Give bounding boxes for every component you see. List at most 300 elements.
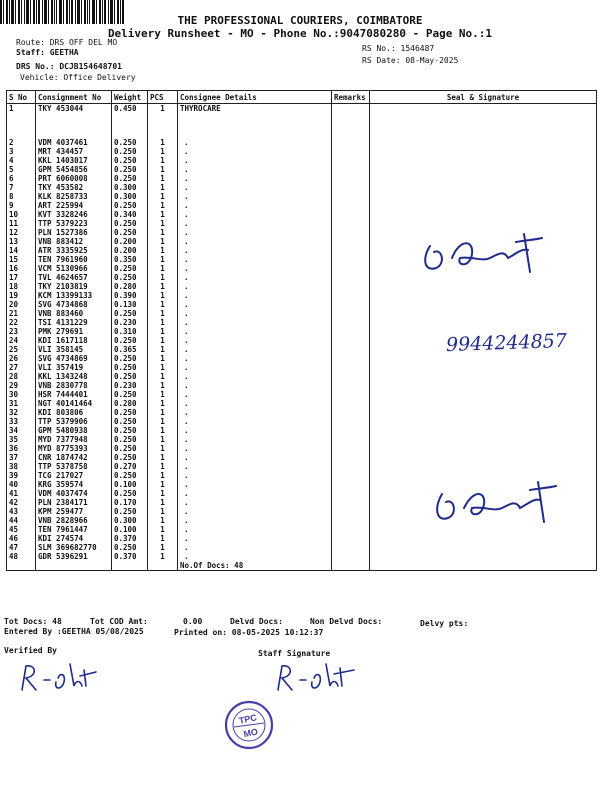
- cell-consignment: KKL 1403017: [36, 156, 112, 165]
- cell-pcs: 1: [148, 138, 178, 147]
- cell-sno: 34: [7, 426, 36, 435]
- cell-consignment: ATR 3335925: [36, 246, 112, 255]
- cell-consignee: .: [178, 354, 332, 363]
- table-row: [7, 219, 597, 228]
- cell-pcs: 1: [148, 363, 178, 372]
- cell-remarks: [332, 444, 370, 453]
- cell-pcs: 1: [148, 273, 178, 282]
- cell-remarks: [332, 534, 370, 543]
- cell-consignment: VLI 357419: [36, 363, 112, 372]
- cell-sno: 45: [7, 525, 36, 534]
- cell-signature: [370, 444, 597, 453]
- cell-sno: 21: [7, 309, 36, 318]
- cell-weight: 0.250: [112, 444, 148, 453]
- drs-number: DRS No.: DCJB154648701: [16, 62, 122, 71]
- runsheet-subtitle: Delivery Runsheet - MO - Phone No.:9047080280 - Page No.:1: [107, 27, 493, 40]
- cell-consignee: .: [178, 390, 332, 399]
- table-header-row: [7, 91, 597, 104]
- cell-consignee: .: [178, 345, 332, 354]
- cell-remarks: [332, 381, 370, 390]
- cell-weight: 0.250: [112, 507, 148, 516]
- cell-signature: [370, 399, 597, 408]
- cell-consignee: .: [178, 264, 332, 273]
- table-row: [7, 417, 597, 426]
- cell-consignee: .: [178, 246, 332, 255]
- cell-pcs: 1: [148, 104, 178, 139]
- table-row: [7, 156, 597, 165]
- cell-weight: 0.250: [112, 471, 148, 480]
- cell-remarks: [332, 462, 370, 471]
- cell-weight: 0.230: [112, 318, 148, 327]
- cell-consignee: .: [178, 300, 332, 309]
- cell-pcs: 1: [148, 174, 178, 183]
- cell-consignee: .: [178, 237, 332, 246]
- cell-signature: [370, 426, 597, 435]
- cell-consignee: .: [178, 381, 332, 390]
- cell-consignment: VDM 4037474: [36, 489, 112, 498]
- table-row: [7, 183, 597, 192]
- col-consignment: Consignment No: [36, 91, 112, 104]
- cell-pcs: 1: [148, 237, 178, 246]
- cell-sno: 31: [7, 399, 36, 408]
- cell-weight: 0.250: [112, 426, 148, 435]
- company-title: THE PROFESSIONAL COURIERS, COIMBATORE: [177, 14, 423, 27]
- tpc-stamp: [224, 700, 274, 750]
- cell-consignment: TKY 453044: [36, 104, 112, 139]
- cell-remarks: [332, 255, 370, 264]
- cell-pcs: 1: [148, 480, 178, 489]
- cell-remarks: [332, 390, 370, 399]
- cell-pcs: 1: [148, 525, 178, 534]
- cell-remarks: [332, 210, 370, 219]
- tot-cod-value: 0.00: [183, 617, 203, 626]
- cell-sno: 17: [7, 273, 36, 282]
- cell-consignee: .: [178, 435, 332, 444]
- cell-consignment: KRG 359574: [36, 480, 112, 489]
- cell-weight: 0.200: [112, 237, 148, 246]
- cell-sno: 12: [7, 228, 36, 237]
- cell-pcs: 1: [148, 183, 178, 192]
- rs-date: RS Date: 08-May-2025: [362, 56, 459, 65]
- cell-consignee: .: [178, 273, 332, 282]
- cell-remarks: [332, 165, 370, 174]
- cell-remarks: [332, 372, 370, 381]
- cell-weight: 0.250: [112, 201, 148, 210]
- cell-sno: 10: [7, 210, 36, 219]
- cell-consignment: VNB 883412: [36, 237, 112, 246]
- cell-sno: 30: [7, 390, 36, 399]
- cell-sno: 1: [7, 104, 36, 139]
- cell-consignment: MYD 8775393: [36, 444, 112, 453]
- cell-sno: 26: [7, 354, 36, 363]
- table-row: [7, 165, 597, 174]
- col-remarks: Remarks: [332, 91, 370, 104]
- cell-weight: 0.250: [112, 453, 148, 462]
- table-row: [7, 318, 597, 327]
- cell-consignee: .: [178, 336, 332, 345]
- table-row: [7, 363, 597, 372]
- cell-consignee: .: [178, 165, 332, 174]
- cell-consignment: VNB 2828966: [36, 516, 112, 525]
- cell-consignment: GPM 5454856: [36, 165, 112, 174]
- cell-sno: 8: [7, 192, 36, 201]
- cell-consignment: ART 225994: [36, 201, 112, 210]
- cell-consignment: PLN 1527386: [36, 228, 112, 237]
- handwritten-phone: 9944244857: [445, 329, 568, 357]
- cell-pcs: 1: [148, 147, 178, 156]
- cell-signature: [370, 104, 597, 139]
- table-row: [7, 138, 597, 147]
- cell-signature: [370, 363, 597, 372]
- cell-signature: [370, 417, 597, 426]
- cell-sno: 18: [7, 282, 36, 291]
- cell-weight: 0.250: [112, 354, 148, 363]
- empty-cell: [7, 561, 36, 571]
- cell-pcs: 1: [148, 309, 178, 318]
- cell-sno: 4: [7, 156, 36, 165]
- cell-signature: [370, 156, 597, 165]
- cell-consignment: TVL 4624657: [36, 273, 112, 282]
- cell-signature: [370, 147, 597, 156]
- cell-signature: [370, 534, 597, 543]
- cell-pcs: 1: [148, 282, 178, 291]
- cell-pcs: 1: [148, 318, 178, 327]
- table-row: [7, 174, 597, 183]
- cell-remarks: [332, 435, 370, 444]
- cell-consignee: .: [178, 498, 332, 507]
- stamp-line2: MO: [242, 726, 259, 740]
- cell-sno: 32: [7, 408, 36, 417]
- cell-consignment: CNR 1874742: [36, 453, 112, 462]
- no-of-docs: No.Of Docs: 48: [178, 561, 332, 571]
- cell-signature: [370, 219, 597, 228]
- cell-remarks: [332, 480, 370, 489]
- cell-consignment: VLI 358145: [36, 345, 112, 354]
- table-row: [7, 372, 597, 381]
- cell-remarks: [332, 453, 370, 462]
- cell-sno: 40: [7, 480, 36, 489]
- staff-signature: [270, 660, 360, 694]
- cell-pcs: 1: [148, 552, 178, 561]
- cell-consignment: TCG 217027: [36, 471, 112, 480]
- cell-sno: 11: [7, 219, 36, 228]
- cell-pcs: 1: [148, 192, 178, 201]
- cell-consignee: .: [178, 291, 332, 300]
- cell-pcs: 1: [148, 372, 178, 381]
- cell-remarks: [332, 318, 370, 327]
- table-row: [7, 201, 597, 210]
- cell-weight: 0.250: [112, 390, 148, 399]
- non-delvd-docs: Non Delvd Docs:: [310, 617, 383, 626]
- cell-pcs: 1: [148, 516, 178, 525]
- cell-pcs: 1: [148, 210, 178, 219]
- empty-cell: [332, 561, 370, 571]
- cell-weight: 0.250: [112, 273, 148, 282]
- cell-weight: 0.250: [112, 309, 148, 318]
- cell-remarks: [332, 399, 370, 408]
- cell-signature: [370, 138, 597, 147]
- cell-consignee: .: [178, 399, 332, 408]
- cell-consignment: GDR 5396291: [36, 552, 112, 561]
- cell-sno: 41: [7, 489, 36, 498]
- cell-remarks: [332, 498, 370, 507]
- table-row: [7, 453, 597, 462]
- cell-signature: [370, 174, 597, 183]
- table-row: [7, 426, 597, 435]
- cell-remarks: [332, 138, 370, 147]
- cell-sno: 20: [7, 300, 36, 309]
- table-row: [7, 309, 597, 318]
- cell-sno: 38: [7, 462, 36, 471]
- cell-weight: 0.280: [112, 399, 148, 408]
- cell-weight: 0.300: [112, 192, 148, 201]
- cell-consignee: .: [178, 183, 332, 192]
- cell-pcs: 1: [148, 390, 178, 399]
- cell-remarks: [332, 516, 370, 525]
- cell-remarks: [332, 147, 370, 156]
- cell-sno: 5: [7, 165, 36, 174]
- cell-consignment: KDI 1617118: [36, 336, 112, 345]
- cell-remarks: [332, 156, 370, 165]
- cell-sno: 35: [7, 435, 36, 444]
- cell-pcs: 1: [148, 354, 178, 363]
- table-row: [7, 435, 597, 444]
- cell-consignee: .: [178, 417, 332, 426]
- col-sno: S No: [7, 91, 36, 104]
- cell-consignee: .: [178, 282, 332, 291]
- cell-pcs: 1: [148, 228, 178, 237]
- cell-remarks: [332, 291, 370, 300]
- cell-consignment: TSI 4131229: [36, 318, 112, 327]
- cell-weight: 0.250: [112, 336, 148, 345]
- cell-pcs: 1: [148, 246, 178, 255]
- cell-weight: 0.250: [112, 264, 148, 273]
- cell-sno: 24: [7, 336, 36, 345]
- cell-consignment: KPM 259477: [36, 507, 112, 516]
- cell-weight: 0.250: [112, 417, 148, 426]
- cell-weight: 0.250: [112, 156, 148, 165]
- table-row: [7, 300, 597, 309]
- entered-by: Entered By :GEETHA 05/08/2025: [4, 627, 144, 636]
- cell-pcs: 1: [148, 426, 178, 435]
- cell-consignment: KLK 8258733: [36, 192, 112, 201]
- cell-remarks: [332, 552, 370, 561]
- cell-remarks: [332, 489, 370, 498]
- cell-sno: 46: [7, 534, 36, 543]
- cell-pcs: 1: [148, 417, 178, 426]
- cell-signature: [370, 390, 597, 399]
- cell-weight: 0.250: [112, 174, 148, 183]
- cell-signature: [370, 291, 597, 300]
- cell-weight: 0.280: [112, 282, 148, 291]
- cell-consignee: .: [178, 156, 332, 165]
- cell-remarks: [332, 354, 370, 363]
- cell-consignee: .: [178, 327, 332, 336]
- cell-sno: 14: [7, 246, 36, 255]
- cell-pcs: 1: [148, 453, 178, 462]
- cell-consignee: .: [178, 147, 332, 156]
- cell-pcs: 1: [148, 444, 178, 453]
- printed-on: Printed on: 08-05-2025 10:12:37: [174, 628, 324, 637]
- col-weight: Weight: [112, 91, 148, 104]
- cell-sno: 19: [7, 291, 36, 300]
- table-row: [7, 408, 597, 417]
- cell-consignee: .: [178, 363, 332, 372]
- cell-consignee: .: [178, 444, 332, 453]
- cell-consignment: VNB 2830778: [36, 381, 112, 390]
- cell-consignee: .: [178, 534, 332, 543]
- cell-consignment: GPM 5480938: [36, 426, 112, 435]
- cell-consignee: .: [178, 489, 332, 498]
- cell-sno: 15: [7, 255, 36, 264]
- cell-weight: 0.250: [112, 489, 148, 498]
- cell-remarks: [332, 246, 370, 255]
- receiver-signature-2: [424, 478, 574, 528]
- cell-pcs: 1: [148, 408, 178, 417]
- cell-consignee: .: [178, 525, 332, 534]
- cell-consignment: HSR 7444401: [36, 390, 112, 399]
- verified-by-label: Verified By: [4, 646, 57, 655]
- cell-consignee: .: [178, 408, 332, 417]
- cell-consignment: MYD 7377948: [36, 435, 112, 444]
- empty-cell: [112, 561, 148, 571]
- cell-sno: 7: [7, 183, 36, 192]
- cell-sno: 37: [7, 453, 36, 462]
- table-row: [7, 210, 597, 219]
- cell-remarks: [332, 471, 370, 480]
- cell-remarks: [332, 201, 370, 210]
- cell-weight: 0.250: [112, 435, 148, 444]
- cell-consignment: SLM 369682770: [36, 543, 112, 552]
- cell-consignee: .: [178, 552, 332, 561]
- cell-sno: 25: [7, 345, 36, 354]
- cell-remarks: [332, 264, 370, 273]
- cell-signature: [370, 354, 597, 363]
- cell-consignment: TKY 2103819: [36, 282, 112, 291]
- cell-consignment: PLN 2384171: [36, 498, 112, 507]
- cell-consignee: .: [178, 201, 332, 210]
- cell-pcs: 1: [148, 534, 178, 543]
- cell-consignment: TTP 5379906: [36, 417, 112, 426]
- cell-pcs: 1: [148, 156, 178, 165]
- cell-consignee: .: [178, 219, 332, 228]
- cell-sno: 2: [7, 138, 36, 147]
- vehicle-label: Vehicle: Office Delivery: [20, 73, 136, 82]
- cell-pcs: 1: [148, 543, 178, 552]
- empty-cell: [148, 561, 178, 571]
- cell-pcs: 1: [148, 165, 178, 174]
- cell-consignment: TTP 5379223: [36, 219, 112, 228]
- cell-consignee: .: [178, 507, 332, 516]
- docs-count-row: [7, 561, 597, 571]
- table-row: [7, 192, 597, 201]
- cell-signature: [370, 309, 597, 318]
- cell-remarks: [332, 219, 370, 228]
- cell-consignment: TEN 7961960: [36, 255, 112, 264]
- cell-consignee: .: [178, 426, 332, 435]
- table-row: [7, 552, 597, 561]
- tot-docs: Tot Docs: 48: [4, 617, 62, 626]
- table-row: [7, 147, 597, 156]
- cell-remarks: [332, 192, 370, 201]
- cell-sno: 3: [7, 147, 36, 156]
- cell-remarks: [332, 336, 370, 345]
- cell-pcs: 1: [148, 336, 178, 345]
- cell-remarks: [332, 174, 370, 183]
- receiver-signature-1: [412, 228, 562, 278]
- cell-signature: [370, 201, 597, 210]
- cell-weight: 0.200: [112, 246, 148, 255]
- cell-remarks: [332, 309, 370, 318]
- cell-weight: 0.250: [112, 219, 148, 228]
- cell-pcs: 1: [148, 264, 178, 273]
- cell-consignee: .: [178, 309, 332, 318]
- empty-cell: [370, 561, 597, 571]
- cell-sno: 16: [7, 264, 36, 273]
- cell-signature: [370, 408, 597, 417]
- table-row: [7, 390, 597, 399]
- table-row: [7, 462, 597, 471]
- cell-pcs: 1: [148, 399, 178, 408]
- cell-sno: 13: [7, 237, 36, 246]
- cell-consignment: KVT 3328246: [36, 210, 112, 219]
- cell-pcs: 1: [148, 381, 178, 390]
- cell-sno: 36: [7, 444, 36, 453]
- cell-consignment: SVG 4734869: [36, 354, 112, 363]
- cell-sno: 6: [7, 174, 36, 183]
- col-consignee: Consignee Details: [178, 91, 332, 104]
- cell-consignee: .: [178, 210, 332, 219]
- cell-consignee: .: [178, 255, 332, 264]
- cell-signature: [370, 183, 597, 192]
- cell-consignment: VNB 883460: [36, 309, 112, 318]
- cell-signature: [370, 165, 597, 174]
- cell-consignment: VCM 5130966: [36, 264, 112, 273]
- stamp-line1: TPC: [237, 712, 258, 726]
- col-pcs: PCS: [148, 91, 178, 104]
- table-row: [7, 399, 597, 408]
- cell-remarks: [332, 525, 370, 534]
- cell-weight: 0.250: [112, 165, 148, 174]
- cell-sno: 28: [7, 372, 36, 381]
- cell-weight: 0.300: [112, 516, 148, 525]
- cell-consignment: TEN 7961447: [36, 525, 112, 534]
- table-row: [7, 534, 597, 543]
- cell-weight: 0.100: [112, 480, 148, 489]
- cell-remarks: [332, 282, 370, 291]
- cell-weight: 0.250: [112, 147, 148, 156]
- cell-consignment: KDI 274574: [36, 534, 112, 543]
- cell-weight: 0.250: [112, 363, 148, 372]
- cell-consignment: TKY 453582: [36, 183, 112, 192]
- cell-consignee: .: [178, 372, 332, 381]
- col-seal-signature: Seal & Signature: [370, 91, 597, 104]
- cell-weight: 0.310: [112, 327, 148, 336]
- cell-sno: 22: [7, 318, 36, 327]
- cell-remarks: [332, 237, 370, 246]
- cell-signature: [370, 453, 597, 462]
- cell-consignee: .: [178, 543, 332, 552]
- cell-consignment: PRT 6060008: [36, 174, 112, 183]
- cell-pcs: 1: [148, 462, 178, 471]
- cell-consignment: MRT 434457: [36, 147, 112, 156]
- cell-consignment: KDI 803806: [36, 408, 112, 417]
- cell-remarks: [332, 507, 370, 516]
- cell-weight: 0.250: [112, 543, 148, 552]
- cell-pcs: 1: [148, 219, 178, 228]
- cell-consignment: NGT 40141464: [36, 399, 112, 408]
- cell-consignee: .: [178, 471, 332, 480]
